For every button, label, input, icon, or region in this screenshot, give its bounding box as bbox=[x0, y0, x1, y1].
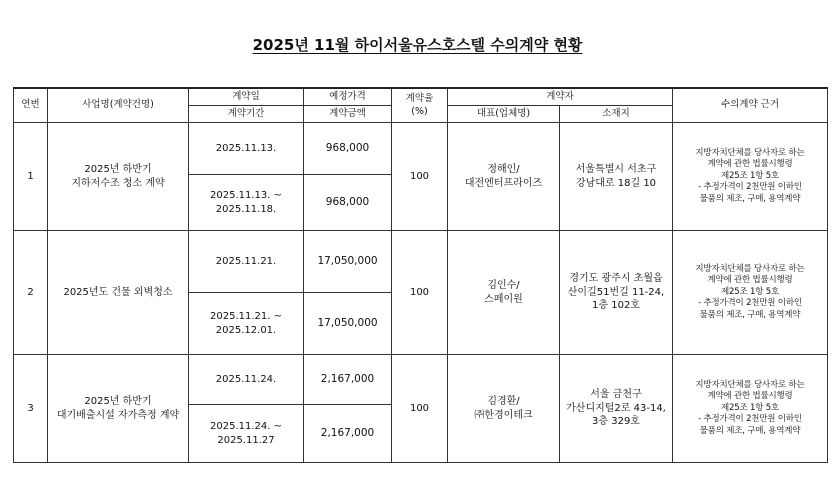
table-row bbox=[14, 355, 828, 405]
header-representative: 대표(업체명) bbox=[448, 106, 560, 123]
row-contract-date: 2025.11.21. bbox=[189, 231, 304, 293]
row-rate: 100 bbox=[392, 355, 448, 463]
row-no: 2 bbox=[14, 231, 48, 355]
row-contract-amount: 17,050,000 bbox=[304, 293, 392, 355]
row-address: 경기도 광주시 초월읍 산이길51번길 11-24, 1층 102호 bbox=[560, 231, 673, 355]
row-estimated-price: 2,167,000 bbox=[304, 355, 392, 405]
contract-table bbox=[13, 87, 828, 463]
row-address: 서울특별시 서초구 강남대로 18길 10 bbox=[560, 123, 673, 231]
row-representative: 김경환/ ㈜한경이테크 bbox=[448, 355, 560, 463]
header-contractor: 계약자 bbox=[448, 88, 673, 106]
header-rate: 계약율 (%) bbox=[392, 88, 448, 123]
row-estimated-price: 968,000 bbox=[304, 123, 392, 175]
page-title: 2025년 11월 하이서울유스호스텔 수의계약 현황 bbox=[252, 36, 583, 54]
row-project: 2025년도 건물 외벽청소 bbox=[48, 231, 189, 355]
row-project: 2025년 하반기 대기배출시설 자가측정 계약 bbox=[48, 355, 189, 463]
header-no: 연번 bbox=[14, 88, 48, 123]
row-contract-period: 2025.11.24. ~ 2025.11.27 bbox=[189, 405, 304, 463]
row-no: 3 bbox=[14, 355, 48, 463]
header-contract-period: 계약기간 bbox=[189, 106, 304, 123]
row-contract-date: 2025.11.13. bbox=[189, 123, 304, 175]
table-row bbox=[14, 123, 828, 175]
row-contract-period: 2025.11.21. ~ 2025.12.01. bbox=[189, 293, 304, 355]
row-contract-amount: 968,000 bbox=[304, 175, 392, 231]
header-contract-date: 계약일 bbox=[189, 88, 304, 106]
header-estimated-price: 예정가격 bbox=[304, 88, 392, 106]
row-no: 1 bbox=[14, 123, 48, 231]
row-basis: 지방자치단체를 당사자로 하는 계약에 관한 법률시행령 제25조 1항 5호 - 추정가격이 2천만원 이하인 물품의 제조, 구매, 용역계약 bbox=[673, 231, 828, 355]
row-contract-period: 2025.11.13. ~ 2025.11.18. bbox=[189, 175, 304, 231]
header-address: 소재지 bbox=[560, 106, 673, 123]
row-rate: 100 bbox=[392, 231, 448, 355]
row-representative: 정해인/ 대전엔터프라이즈 bbox=[448, 123, 560, 231]
row-basis: 지방자치단체를 당사자로 하는 계약에 관한 법률시행령 제25조 1항 5호 - 추정가격이 2천만원 이하인 물품의 제조, 구매, 용역계약 bbox=[673, 355, 828, 463]
row-address: 서울 금천구 가산디지털2로 43-14, 3층 329호 bbox=[560, 355, 673, 463]
row-contract-amount: 2,167,000 bbox=[304, 405, 392, 463]
header-basis: 수의계약 근거 bbox=[673, 88, 828, 123]
header-contract-amount: 계약금액 bbox=[304, 106, 392, 123]
row-basis: 지방자치단체를 당사자로 하는 계약에 관한 법률시행령 제25조 1항 5호 - 추정가격이 2천만원 이하인 물품의 제조, 구매, 용역계약 bbox=[673, 123, 828, 231]
header-project: 사업명(계약건명) bbox=[48, 88, 189, 123]
row-rate: 100 bbox=[392, 123, 448, 231]
row-estimated-price: 17,050,000 bbox=[304, 231, 392, 293]
table-row bbox=[14, 231, 828, 293]
row-contract-date: 2025.11.24. bbox=[189, 355, 304, 405]
row-project: 2025년 하반기 지하저수조 청소 계약 bbox=[48, 123, 189, 231]
row-representative: 김인수/ 스페이원 bbox=[448, 231, 560, 355]
